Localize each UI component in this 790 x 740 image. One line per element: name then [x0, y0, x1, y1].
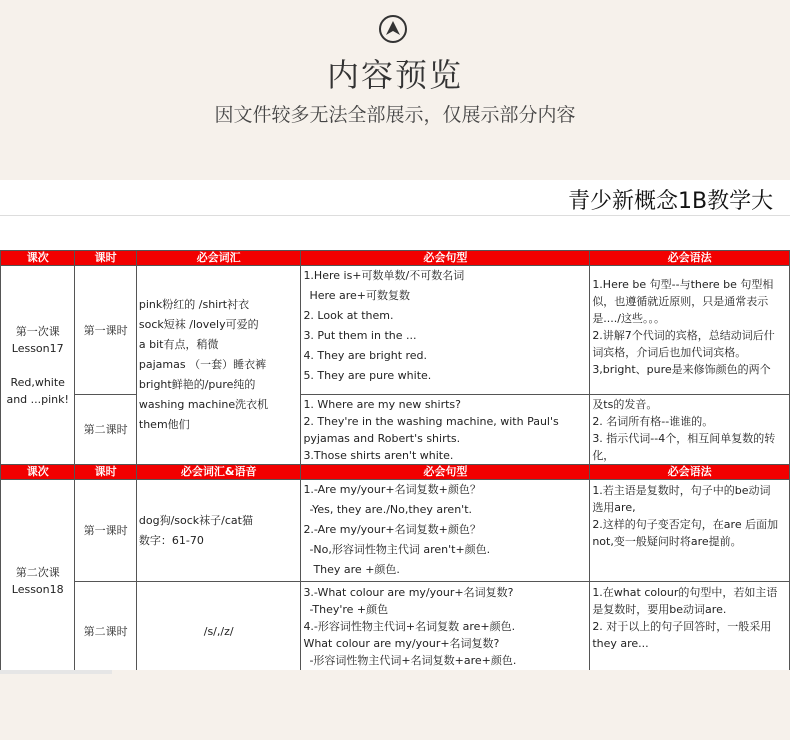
header-cell: 课次: [1, 465, 75, 480]
header-cell: 课时: [75, 465, 136, 480]
bottom-background: [0, 670, 790, 740]
period-cell: 第二课时: [75, 582, 136, 671]
document-title: 青少新概念1B教学大: [568, 189, 774, 214]
preview-header: [0, 0, 790, 180]
vocab-cell: dog狗/sock袜子/cat猫 数字：61-70: [136, 480, 301, 582]
table-row: [1, 582, 790, 671]
vocab-cell: pink粉红的 /shirt衬衣 sock短袜 /lovely可爱的 a bit有点，稍微 pajamas （一套）睡衣裤 bright鲜艳的/pure纯的 washing machine洗衣机 them他们: [136, 266, 301, 465]
table-row: [1, 266, 790, 395]
header-cell: 课时: [75, 251, 136, 266]
table-header-row: [1, 251, 790, 266]
lesson-17-cell: 第一次课 Lesson17 Red,white and ...pink!: [1, 266, 75, 465]
title-divider: [0, 215, 790, 216]
header-cell: 必会句型: [301, 251, 590, 266]
sentence-cell: 1. Where are my new shirts? 2. They're in the washing machine, with Paul's pyjamas and Robert's shirts. 3.Those shirts aren't white.: [301, 395, 590, 465]
header-cell: 必会语法: [590, 251, 790, 266]
up-arrow-circle-icon[interactable]: [378, 14, 408, 44]
grammar-cell: 1.在what colour的句型中，若如主语 是复数时，要用be动词are. 2. 对于以上的句子回答时，一般采用 they are...: [590, 582, 790, 671]
document-edge: [0, 670, 112, 674]
sentence-cell: 1.-Are my/your+名词复数+颜色？ -Yes, they are./No,they aren't. 2.-Are my/your+名词复数+颜色？ -No,形容词性物主代词 aren't+颜色. They are +颜色.: [301, 480, 590, 582]
period-cell: 第二课时: [75, 395, 136, 465]
grammar-cell: 及ts的发音。 2. 名词所有格--谁谁的。 3. 指示代词--4个，相互间单复数的转 化，: [590, 395, 790, 465]
period-cell: 第一课时: [75, 266, 136, 395]
grammar-cell: 1.若主语是复数时，句子中的be动词 选用are, 2.这样的句子变否定句，在are 后面加 not,变一般疑问时将are提前。: [590, 480, 790, 582]
header-cell: 必会语法: [590, 465, 790, 480]
table-row: [1, 480, 790, 582]
page-subtitle: 因文件较多无法全部展示，仅展示部分内容: [214, 104, 576, 126]
header-cell: 必会句型: [301, 465, 590, 480]
phonics-cell: /s/,/z/: [136, 582, 301, 671]
grammar-cell: 1.Here be 句型--与there be 句型相 似，也遵循就近原则，只是通常表示 是..../这些。。。 2.讲解7个代词的宾格，总结动词后什 词宾格，介词后也加代词宾格。 3,bright、pure是来修饰颜色的两个: [590, 266, 790, 395]
document-preview: [0, 180, 790, 670]
table-header-row: [1, 465, 790, 480]
header-cell: 必会词汇&语音: [136, 465, 301, 480]
header-cell: 课次: [1, 251, 75, 266]
lesson-18-cell: 第二次课 Lesson18: [1, 480, 75, 671]
sentence-cell: 3.-What colour are my/your+名词复数? -They're +颜色 4.-形容词性物主代词+名词复数 are+颜色. What colour are my/your+名词复数? -形容词性物主代词+名词复数+are+颜色.: [301, 582, 590, 671]
table-row: [1, 395, 790, 465]
header-cell: 必会词汇: [136, 251, 301, 266]
syllabus-table: [0, 250, 790, 670]
sentence-cell: 1.Here is+可数单数/不可数名词 Here are+可数复数 2. Look at them. 3. Put them in the ... 4. They are bright red. 5. They are pure white.: [301, 266, 590, 395]
page-title: 内容预览: [326, 56, 463, 94]
period-cell: 第一课时: [75, 480, 136, 582]
